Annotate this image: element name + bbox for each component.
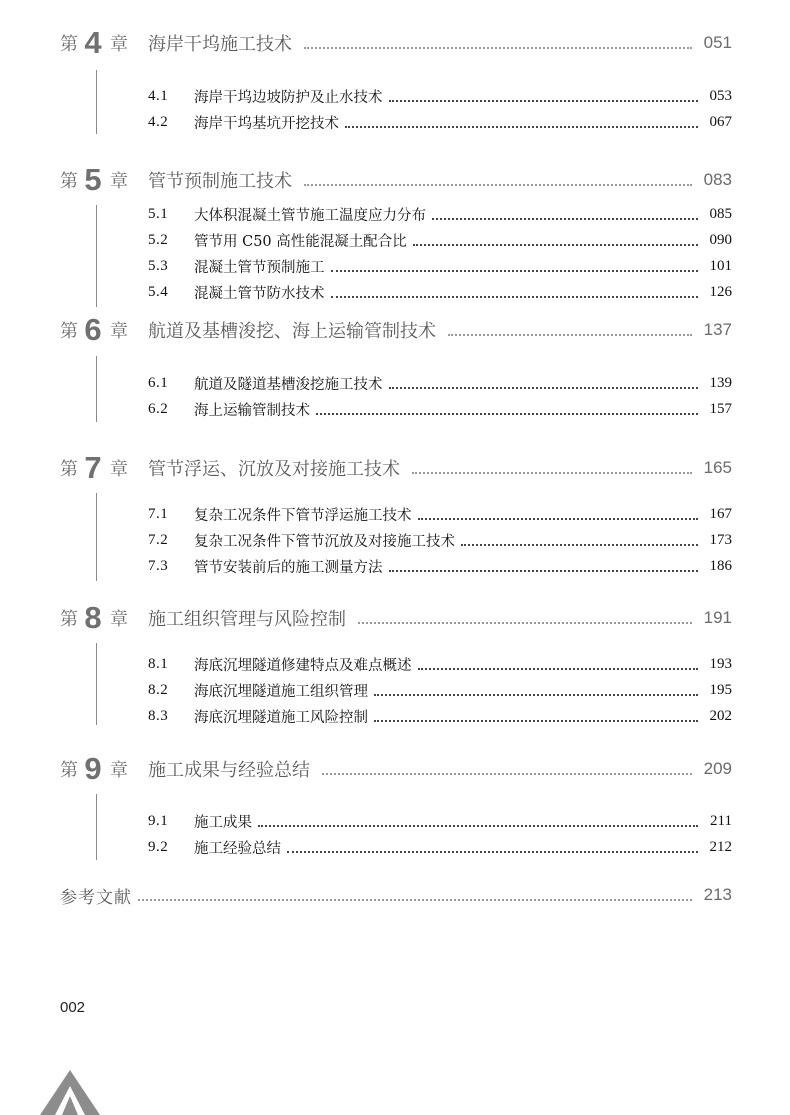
section-entry[interactable] — [148, 502, 732, 526]
section-page: 126 — [709, 283, 732, 300]
dot-leader — [345, 126, 698, 128]
chapter-number: 7 — [84, 450, 102, 485]
section-page: 157 — [709, 400, 732, 417]
dot-leader — [322, 773, 692, 775]
chapter-title: 管节浮运、沉放及对接施工技术 — [148, 459, 400, 480]
chapter-suffix: 章 — [110, 34, 128, 55]
chapter-page: 083 — [703, 170, 732, 189]
section-entry[interactable] — [148, 110, 732, 134]
dot-leader — [432, 218, 698, 220]
section-number: 9.1 — [148, 812, 169, 829]
chapter-prefix: 第 — [60, 34, 78, 55]
references-entry[interactable] — [60, 880, 732, 910]
section-page: 211 — [710, 812, 732, 829]
section-number: 7.2 — [148, 531, 169, 548]
section-entry[interactable] — [148, 528, 732, 552]
dot-leader — [331, 296, 699, 298]
section-page: 173 — [709, 531, 732, 548]
section-title: 海上运输管制技术 — [194, 402, 310, 419]
chapter-prefix: 第 — [60, 760, 78, 781]
section-entry[interactable] — [148, 202, 732, 226]
section-number: 7.1 — [148, 505, 169, 522]
chapter-page: 165 — [703, 458, 732, 477]
chapter-7-entry[interactable] — [60, 450, 732, 485]
chapter-page: 137 — [703, 320, 732, 339]
section-page: 193 — [709, 655, 732, 672]
dot-leader — [418, 518, 699, 520]
section-entry[interactable] — [148, 652, 732, 676]
chapter-prefix: 第 — [60, 171, 78, 192]
section-title: 海底沉埋隧道施工组织管理 — [194, 683, 368, 700]
section-number: 4.2 — [148, 113, 169, 130]
section-title: 海岸干坞边坡防护及止水技术 — [194, 89, 383, 106]
chapter-prefix: 第 — [60, 321, 78, 342]
section-number: 8.2 — [148, 681, 169, 698]
section-entry[interactable] — [148, 228, 732, 252]
chapter-page: 209 — [703, 759, 732, 778]
section-title: 施工经验总结 — [194, 840, 281, 857]
dot-leader — [412, 472, 692, 474]
section-entry[interactable] — [148, 254, 732, 278]
chapter-suffix: 章 — [110, 459, 128, 480]
section-page: 167 — [709, 505, 732, 522]
section-page: 090 — [709, 231, 732, 248]
chapter-suffix: 章 — [110, 321, 128, 342]
dot-leader — [418, 668, 699, 670]
chapter-title: 施工成果与经验总结 — [148, 760, 310, 781]
section-entry[interactable] — [148, 84, 732, 108]
chapter-6-entry[interactable] — [60, 312, 732, 347]
section-page: 101 — [709, 257, 732, 274]
section-entry[interactable] — [148, 371, 732, 395]
dot-leader — [304, 184, 692, 186]
dot-leader — [304, 47, 692, 49]
section-number: 9.2 — [148, 838, 169, 855]
chapter-prefix: 第 — [60, 609, 78, 630]
section-entry[interactable] — [148, 704, 732, 728]
section-page: 212 — [709, 838, 732, 855]
page-number: 002 — [60, 999, 86, 1016]
section-page: 202 — [709, 707, 732, 724]
chapter-prefix: 第 — [60, 459, 78, 480]
section-title: 施工成果 — [194, 814, 252, 831]
section-number: 5.3 — [148, 257, 169, 274]
dot-leader — [448, 334, 692, 336]
section-number: 6.1 — [148, 374, 169, 391]
section-number: 5.4 — [148, 283, 169, 300]
chapter-divider-line — [96, 356, 97, 422]
section-title: 大体积混凝土管节施工温度应力分布 — [194, 207, 426, 224]
section-page: 085 — [709, 205, 732, 222]
section-number: 8.1 — [148, 655, 169, 672]
section-number: 7.3 — [148, 557, 169, 574]
dot-leader — [287, 851, 698, 853]
section-entry[interactable] — [148, 835, 732, 859]
section-title: 管节用 C50 高性能混凝土配合比 — [194, 233, 407, 250]
section-title: 海岸干坞基坑开挖技术 — [194, 115, 339, 132]
chapter-number: 9 — [84, 751, 102, 786]
chapter-title: 管节预制施工技术 — [148, 171, 292, 192]
section-entry[interactable] — [148, 280, 732, 304]
chapter-title: 航道及基槽浚挖、海上运输管制技术 — [148, 321, 436, 342]
section-title: 混凝土管节预制施工 — [194, 259, 325, 276]
chapter-divider-line — [96, 70, 97, 134]
section-title: 管节安装前后的施工测量方法 — [194, 559, 383, 576]
chapter-title: 施工组织管理与风险控制 — [148, 609, 346, 630]
chapter-suffix: 章 — [110, 760, 128, 781]
dot-leader — [258, 825, 698, 827]
section-entry[interactable] — [148, 397, 732, 421]
section-number: 5.1 — [148, 205, 169, 222]
chapter-9-entry[interactable] — [60, 751, 732, 786]
references-page: 213 — [703, 885, 732, 904]
section-title: 复杂工况条件下管节浮运施工技术 — [194, 507, 412, 524]
chapter-5-entry[interactable] — [60, 162, 732, 197]
dot-leader — [413, 244, 698, 246]
section-title: 海底沉埋隧道修建特点及难点概述 — [194, 657, 412, 674]
chapter-suffix: 章 — [110, 609, 128, 630]
publisher-logo-icon — [40, 1070, 100, 1115]
chapter-number: 6 — [84, 312, 102, 347]
chapter-4-entry[interactable] — [60, 25, 732, 60]
chapter-divider-line — [96, 794, 97, 860]
section-number: 8.3 — [148, 707, 169, 724]
chapter-number: 5 — [84, 162, 102, 197]
dot-leader — [374, 720, 698, 722]
references-title: 参考文献 — [60, 887, 132, 908]
section-page: 195 — [709, 681, 732, 698]
chapter-8-entry[interactable] — [60, 600, 732, 635]
chapter-title: 海岸干坞施工技术 — [148, 34, 292, 55]
section-number: 5.2 — [148, 231, 169, 248]
chapter-number: 8 — [84, 600, 102, 635]
section-page: 067 — [709, 113, 732, 130]
section-entry[interactable] — [148, 678, 732, 702]
section-title: 复杂工况条件下管节沉放及对接施工技术 — [194, 533, 455, 550]
section-page: 186 — [709, 557, 732, 574]
dot-leader — [389, 387, 699, 389]
dot-leader — [331, 270, 699, 272]
dot-leader — [389, 100, 699, 102]
dot-leader — [461, 544, 698, 546]
chapter-divider-line — [96, 643, 97, 725]
section-entry[interactable] — [148, 554, 732, 578]
dot-leader — [374, 694, 698, 696]
dot-leader — [389, 570, 699, 572]
dot-leader — [316, 413, 698, 415]
section-page: 053 — [709, 87, 732, 104]
dot-leader — [358, 622, 692, 624]
chapter-page: 191 — [703, 608, 732, 627]
section-page: 139 — [709, 374, 732, 391]
chapter-divider-line — [96, 205, 97, 307]
chapter-page: 051 — [703, 33, 732, 52]
chapter-divider-line — [96, 493, 97, 581]
section-title: 海底沉埋隧道施工风险控制 — [194, 709, 368, 726]
chapter-number: 4 — [84, 25, 102, 60]
section-title: 混凝土管节防水技术 — [194, 285, 325, 302]
section-entry[interactable] — [148, 809, 732, 833]
dot-leader — [138, 899, 692, 901]
section-number: 6.2 — [148, 400, 169, 417]
chapter-suffix: 章 — [110, 171, 128, 192]
section-number: 4.1 — [148, 87, 169, 104]
section-title: 航道及隧道基槽浚挖施工技术 — [194, 376, 383, 393]
